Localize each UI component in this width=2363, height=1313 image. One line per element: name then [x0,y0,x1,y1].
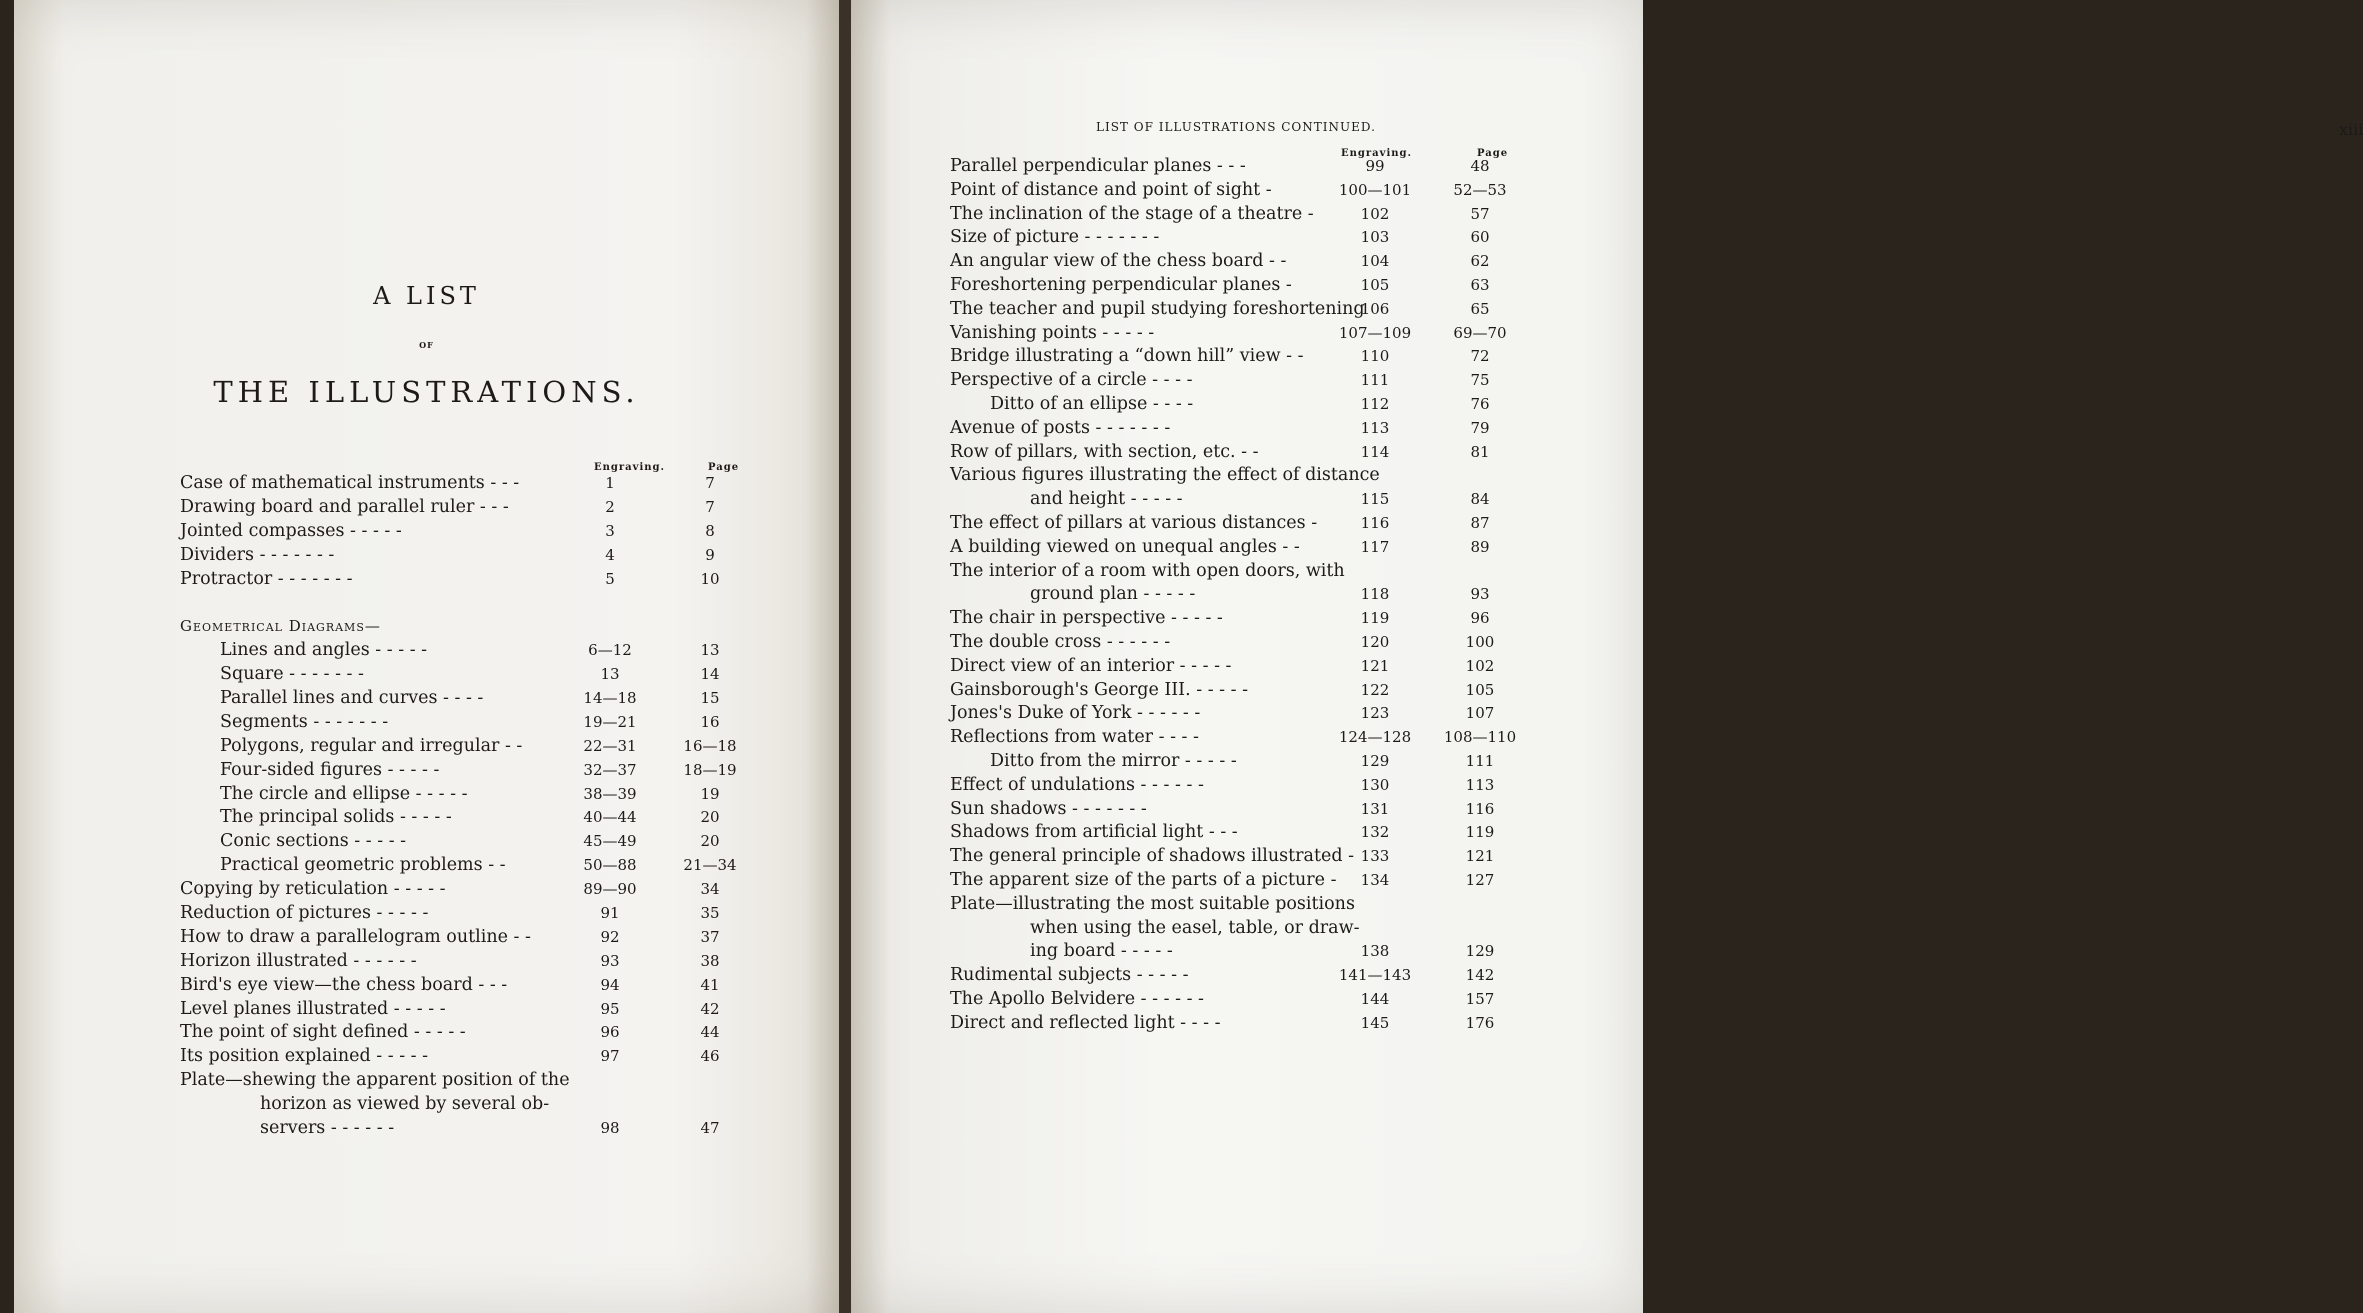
entry-page-number: 63 [1470,275,1490,294]
entry-page-number: 20 [700,808,720,827]
entry-page-number: 129 [1465,942,1495,961]
entry-page-number: 57 [1470,204,1490,223]
entry-title: Size of picture - - - - - - - [950,227,1160,248]
entry-title: Four-sided figures - - - - - [220,759,440,780]
entry-title: Jointed compasses - - - - - [180,520,402,541]
entry-title: Horizon illustrated - - - - - - [180,950,417,971]
list-item [950,988,1550,1012]
entry-title: Bridge illustrating a “down hill” view - - [950,346,1304,367]
list-item [950,274,1550,298]
entry-title: Plate—shewing the apparent position of the [180,1070,570,1091]
list-item [180,591,780,615]
entry-page-number: 20 [700,832,720,851]
entry-engraving-number: 5 [605,569,615,588]
entry-page-number: 48 [1470,157,1490,175]
entry-engraving-number: 110 [1360,347,1390,366]
running-head: LIST OF ILLUSTRATIONS CONTINUED. [1096,120,1376,134]
left-page [14,0,839,1313]
entry-engraving-number: 13 [600,665,620,684]
entry-title: How to draw a parallelogram outline - - [180,926,531,947]
entry-engraving-number: 45—49 [583,832,637,851]
right-col-page-header: Page [1477,148,1509,159]
entry-engraving-number: 14—18 [583,689,637,708]
list-item [950,750,1550,774]
entry-engraving-number: 1 [605,474,615,492]
list-item [180,496,780,520]
entry-engraving-number: 105 [1360,275,1390,294]
entry-page-number: 157 [1465,989,1495,1008]
entry-page-number: 47 [700,1119,720,1138]
list-item [180,735,780,759]
title-a-list: A LIST [373,282,480,310]
entry-page-number: 16 [700,712,720,731]
list-item [950,441,1550,465]
entry-engraving-number: 40—44 [583,808,637,827]
entry-title: The principal solids - - - - - [220,807,452,828]
entry-title: Foreshortening perpendicular planes - [950,274,1292,295]
entry-page-number: 116 [1465,799,1495,818]
entry-page-number: 96 [1470,609,1490,628]
entry-title: Row of pillars, with section, etc. - - [950,441,1259,462]
list-item [950,869,1550,893]
entry-title: The circle and ellipse - - - - - [220,783,468,804]
list-item [950,940,1550,964]
list-item [950,203,1550,227]
entry-page-number: 72 [1470,347,1490,366]
list-item [950,726,1550,750]
entry-page-number: 7 [705,474,715,492]
entry-engraving-number: 113 [1360,418,1390,437]
entry-page-number: 15 [700,689,720,708]
entry-page-number: 41 [700,975,720,994]
list-item [180,1093,780,1117]
list-item [950,393,1550,417]
list-item [950,917,1550,941]
entry-engraving-number: 121 [1360,656,1390,675]
entry-engraving-number: 116 [1360,513,1390,532]
entry-page-number: 42 [700,999,720,1018]
entry-title: Ditto of an ellipse - - - - [990,393,1194,414]
entry-title: The inclination of the stage of a theatre - [950,203,1314,224]
title-the-illustrations: THE ILLUSTRATIONS. [213,375,640,409]
entry-page-number: 46 [700,1047,720,1066]
entry-title: Various figures illustrating the effect of distance [950,465,1380,486]
entry-title: Parallel lines and curves - - - - [220,688,484,709]
entry-engraving-number: 92 [600,927,620,946]
entry-engraving-number: 96 [600,1023,620,1042]
entry-page-number: 60 [1470,228,1490,247]
entry-engraving-number: 145 [1360,1013,1390,1032]
list-item [950,583,1550,607]
entry-page-number: 127 [1465,870,1495,889]
list-item [180,639,780,663]
entry-title: Geometrical Diagrams— [180,617,381,636]
entry-page-number: 121 [1465,847,1495,866]
entry-page-number: 111 [1465,751,1495,770]
entry-engraving-number: 107—109 [1338,323,1412,342]
entry-title: Copying by reticulation - - - - - [180,879,446,900]
entry-engraving-number: 4 [605,545,615,564]
entry-title: The double cross - - - - - - [950,631,1171,652]
entry-engraving-number: 104 [1360,252,1390,271]
entry-title: Practical geometric problems - - [220,855,506,876]
entry-engraving-number: 91 [600,904,620,923]
entry-title: Plate—illustrating the most suitable positions [950,893,1355,914]
entry-title: Point of distance and point of sight - [950,179,1272,200]
list-item [950,679,1550,703]
entry-page-number: 81 [1470,442,1490,461]
entry-engraving-number: 123 [1360,704,1390,723]
entry-engraving-number: 106 [1360,299,1390,318]
entry-engraving-number: 132 [1360,823,1390,842]
list-item [180,759,780,783]
list-item [950,845,1550,869]
entry-engraving-number: 103 [1360,228,1390,247]
list-item [950,893,1550,917]
entry-title: Parallel perpendicular planes - - - [950,156,1246,176]
entry-engraving-number: 114 [1360,442,1390,461]
entry-engraving-number: 120 [1360,632,1390,651]
entry-engraving-number: 100—101 [1338,180,1412,199]
entry-title: Perspective of a circle - - - - [950,370,1193,391]
left-col-engraving-header: Engraving. [594,462,665,473]
entry-engraving-number: 94 [600,975,620,994]
entry-title: Polygons, regular and irregular - - [220,735,523,756]
entry-page-number: 38 [700,951,720,970]
list-item [180,663,780,687]
list-item [180,520,780,544]
entry-title: The effect of pillars at various distances - [950,512,1318,533]
right-illustration-list [950,155,1550,1035]
entry-engraving-number: 95 [600,999,620,1018]
entry-title: when using the easel, table, or draw- [1030,917,1360,938]
entry-engraving-number: 99 [1365,157,1385,175]
entry-title: Drawing board and parallel ruler - - - [180,496,509,517]
right-page [851,0,2363,1313]
entry-title: Jones's Duke of York - - - - - - [950,703,1201,724]
entry-title: Ditto from the mirror - - - - - [990,750,1237,771]
entry-engraving-number: 131 [1360,799,1390,818]
entry-title: A building viewed on unequal angles - - [950,536,1300,557]
list-item [180,878,780,902]
entry-page-number: 79 [1470,418,1490,437]
entry-title: Effect of undulations - - - - - - [950,774,1204,795]
list-item [950,631,1550,655]
entry-engraving-number: 122 [1360,680,1390,699]
list-item [950,345,1550,369]
entry-engraving-number: 2 [605,497,615,516]
entry-engraving-number: 129 [1360,751,1390,770]
entry-title: The apparent size of the parts of a picture - [950,869,1337,890]
entry-title: and height - - - - - [1030,489,1183,510]
entry-title: Conic sections - - - - - [220,831,407,852]
entry-engraving-number: 118 [1360,585,1390,604]
list-item [950,512,1550,536]
entry-title: Direct and reflected light - - - - [950,1012,1221,1033]
entry-title: Avenue of posts - - - - - - - [950,417,1171,438]
entry-engraving-number: 97 [600,1047,620,1066]
left-illustration-list [180,472,780,1141]
list-item [180,950,780,974]
entry-title: ground plan - - - - - [1030,584,1196,605]
entry-engraving-number: 22—31 [583,736,637,755]
entry-title: ing board - - - - - [1030,941,1173,962]
list-item [180,830,780,854]
list-item [180,1069,780,1093]
entry-engraving-number: 98 [600,1119,620,1138]
list-item [950,417,1550,441]
entry-page-number: 108—110 [1443,728,1517,747]
entry-page-number: 84 [1470,490,1490,509]
entry-page-number: 76 [1470,394,1490,413]
entry-engraving-number: 111 [1360,371,1390,390]
entry-page-number: 119 [1465,823,1495,842]
list-item [950,1012,1550,1036]
entry-page-number: 93 [1470,585,1490,604]
entry-engraving-number: 141—143 [1338,966,1412,985]
entry-page-number: 62 [1470,252,1490,271]
entry-engraving-number: 93 [600,951,620,970]
list-item [950,774,1550,798]
entry-title: Reduction of pictures - - - - - [180,903,429,924]
entry-title: The Apollo Belvidere - - - - - - [950,988,1204,1009]
entry-title: Segments - - - - - - - [220,711,389,732]
entry-engraving-number: 19—21 [583,712,637,731]
entry-page-number: 65 [1470,299,1490,318]
entry-title: Level planes illustrated - - - - - [180,998,446,1019]
entry-page-number: 100 [1465,632,1495,651]
entry-title: Dividers - - - - - - - [180,544,335,565]
entry-page-number: 102 [1465,656,1495,675]
entry-title: Vanishing points - - - - - [950,322,1155,343]
entry-title: horizon as viewed by several ob- [260,1094,550,1115]
entry-engraving-number: 134 [1360,870,1390,889]
list-item [950,298,1550,322]
entry-page-number: 105 [1465,680,1495,699]
entry-page-number: 35 [700,904,720,923]
list-item [180,687,780,711]
list-item [180,1045,780,1069]
list-item [950,702,1550,726]
entry-page-number: 19 [700,784,720,803]
entry-title: Square - - - - - - - [220,664,364,685]
entry-engraving-number: 144 [1360,989,1390,1008]
list-item [950,655,1550,679]
entry-title: Protractor - - - - - - - [180,568,353,589]
entry-title: Lines and angles - - - - - [220,640,428,661]
entry-page-number: 34 [700,880,720,899]
entry-title: The teacher and pupil studying foreshortening [950,298,1365,319]
list-item [950,250,1550,274]
entry-title: servers - - - - - - [260,1118,395,1139]
list-item [180,472,780,496]
entry-page-number: 7 [705,497,715,516]
entry-title: An angular view of the chess board - - [950,251,1287,272]
entry-title: The point of sight defined - - - - - [180,1022,466,1043]
entry-engraving-number: 89—90 [583,880,637,899]
entry-title: Bird's eye view—the chess board - - - [180,974,508,995]
list-item [180,974,780,998]
list-item [950,369,1550,393]
entry-engraving-number: 119 [1360,609,1390,628]
list-item [950,155,1550,179]
entry-engraving-number: 6—12 [588,641,632,660]
list-item [950,798,1550,822]
list-item [950,821,1550,845]
entry-page-number: 21—34 [683,856,737,875]
entry-page-number: 75 [1470,371,1490,390]
entry-engraving-number: 112 [1360,394,1390,413]
entry-title: Sun shadows - - - - - - - [950,798,1147,819]
entry-page-number: 52—53 [1453,180,1507,199]
left-col-page-header: Page [708,462,740,473]
entry-title: The interior of a room with open doors, with [950,560,1345,581]
entry-engraving-number: 3 [605,521,615,540]
list-item [180,568,780,592]
entry-page-number: 44 [700,1023,720,1042]
entry-title: The chair in perspective - - - - - [950,608,1223,629]
list-item [950,488,1550,512]
list-item [950,322,1550,346]
entry-page-number: 89 [1470,537,1490,556]
entry-page-number: 8 [705,521,715,540]
list-item [180,1117,780,1141]
list-item [180,926,780,950]
list-item [180,615,780,639]
entry-engraving-number: 50—88 [583,856,637,875]
entry-engraving-number: 130 [1360,775,1390,794]
entry-engraving-number: 102 [1360,204,1390,223]
entry-engraving-number: 38—39 [583,784,637,803]
list-item [180,1021,780,1045]
entry-page-number: 10 [700,569,720,588]
entry-title: Shadows from artificial light - - - [950,822,1238,843]
list-item [180,544,780,568]
entry-title: Case of mathematical instruments - - - [180,473,520,493]
list-item [180,998,780,1022]
list-item [950,179,1550,203]
entry-engraving-number: 117 [1360,537,1390,556]
entry-title: Reflections from water - - - - [950,727,1199,748]
entry-page-number: 176 [1465,1013,1495,1032]
entry-title: The general principle of shadows illustrated - [950,846,1355,867]
entry-page-number: 107 [1465,704,1495,723]
entry-engraving-number: 115 [1360,490,1390,509]
title-of: OF [419,340,434,350]
list-item [950,964,1550,988]
list-item [950,536,1550,560]
entry-title: Its position explained - - - - - [180,1046,429,1067]
entry-page-number: 13 [700,641,720,660]
list-item [950,560,1550,584]
entry-page-number: 37 [700,927,720,946]
entry-page-number: 87 [1470,513,1490,532]
entry-page-number: 113 [1465,775,1495,794]
list-item [180,806,780,830]
entry-title: Rudimental subjects - - - - - [950,965,1189,986]
list-item [950,607,1550,631]
entry-page-number: 16—18 [683,736,737,755]
entry-engraving-number: 32—37 [583,760,637,779]
entry-engraving-number: 124—128 [1338,728,1412,747]
entry-page-number: 14 [700,665,720,684]
entry-title: Direct view of an interior - - - - - [950,655,1232,676]
list-item [950,464,1550,488]
list-item [180,854,780,878]
entry-page-number: 18—19 [683,760,737,779]
entry-page-number: 9 [705,545,715,564]
entry-engraving-number: 138 [1360,942,1390,961]
right-col-engraving-header: Engraving. [1341,148,1412,159]
list-item [180,783,780,807]
list-item [180,711,780,735]
entry-engraving-number: 133 [1360,847,1390,866]
list-item [950,226,1550,250]
list-item [180,902,780,926]
entry-title: Gainsborough's George III. - - - - - [950,679,1249,700]
entry-page-number: 142 [1465,966,1495,985]
book-gutter [839,0,851,1313]
entry-page-number: 69—70 [1453,323,1507,342]
page-folio: xiii [2339,120,2363,139]
